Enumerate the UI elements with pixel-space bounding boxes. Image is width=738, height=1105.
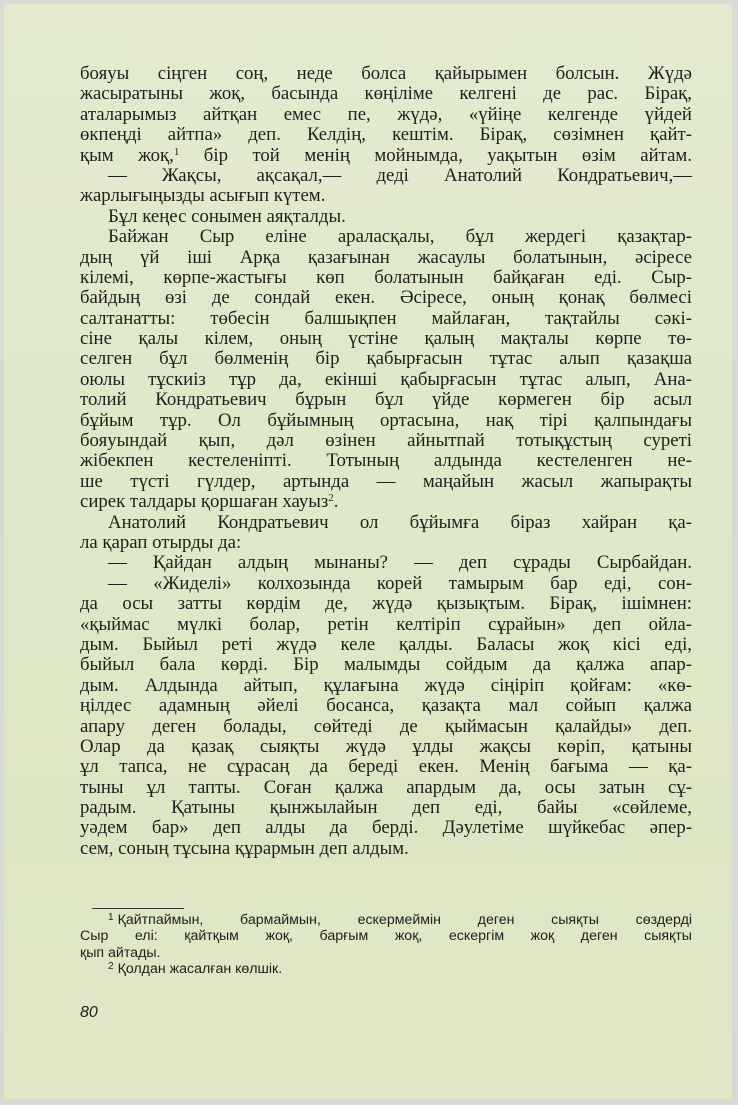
page-number: 80 xyxy=(80,1004,98,1021)
text-line-continuation: бір той менің мойнымда, уақытын өзім айтам. xyxy=(179,144,692,166)
text-line-content: кілемі, көрпе-жастығы көп болатынын байқаған еді. Сыр- xyxy=(80,266,692,288)
text-line-content: ше түсті гүлдер, артында — маңайын жасыл жапырақты xyxy=(80,470,692,492)
text-line-content: бұйым тұр. Ол бұйымның ортасына, нақ тірі қалпындағы xyxy=(80,409,692,431)
text-line xyxy=(80,533,692,553)
text-line xyxy=(80,818,692,838)
text-line xyxy=(80,615,692,635)
text-line xyxy=(80,370,692,390)
text-line-content: — Қайдан алдың мынаны? — деп сұрады Сырбайдан. xyxy=(108,552,692,574)
body-text xyxy=(80,64,692,859)
text-line-content: салтанатты: төбесін балшықпен майлаған, тақтайлы сәкі- xyxy=(80,307,692,329)
footnote-number: 1 xyxy=(108,912,114,923)
text-line-content: жасыратыны жоқ, басында көңіліме келгені де рас. Бірақ, xyxy=(80,83,692,105)
text-line-content: дым. Быйыл реті жүдә келе қалды. Баласы жоқ кісі еді, xyxy=(80,633,692,655)
text-line-content: «қыймас мүлкі болар, ретін келтіріп сұрайын» деп ойла- xyxy=(80,613,692,635)
footnote-line xyxy=(80,945,692,961)
text-line-content: ла қарап отырды да: xyxy=(80,531,242,553)
text-line xyxy=(80,105,692,125)
text-line-content: дым. Алдында айтып, құлағына жүдә сіңіріп қойғам: «кө- xyxy=(80,674,692,696)
text-line-content: Олар да қазақ сыяқты жүдә ұлды жақсы көріп, қатыны xyxy=(80,735,692,757)
text-line-content: апару деген болады, сөйтеді де қыймасын қалайды» деп. xyxy=(80,715,692,737)
text-line-content: Байжан Сыр еліне араласқалы, бұл жердегі қазақтар- xyxy=(108,226,692,248)
text-line-content: — «Жиделі» колхозында корей тамырым бар еді, сон- xyxy=(108,572,692,594)
text-line-content: жарлығыңызды асығып күтем. xyxy=(80,185,326,207)
footnote-line xyxy=(80,912,692,928)
footnotes xyxy=(80,912,692,978)
text-line-content: өкпеңді айтпа» деп. Келдің, кештім. Бірақ, сөзімнен қайт- xyxy=(80,124,692,146)
text-line-content: байдың өзі де сондай екен. Әсіресе, оның қонақ бөлмесі xyxy=(80,287,692,309)
text-line-content: Анатолий Кондратьевич ол бұйымға біраз хайран қа- xyxy=(108,511,692,533)
text-line xyxy=(80,472,692,492)
text-line xyxy=(80,798,692,818)
text-line xyxy=(80,146,692,166)
footnote-number: 2 xyxy=(108,961,114,973)
text-line xyxy=(80,553,692,573)
text-line-content: радым. Қатыны қынжылайын деп еді, байы «сөйлеме, xyxy=(80,797,692,819)
footnote-line xyxy=(80,928,692,944)
text-line xyxy=(80,431,692,451)
text-line-content: Бұл кеңес сонымен аяқталды. xyxy=(108,205,346,227)
footnote-text: Қайтпаймын, бармаймын, ескермеймін деген сыяқты сөздерді xyxy=(117,912,692,928)
text-line-content: толий Кондратьевич бұрын бұл үйде көрмеген бір асыл xyxy=(80,389,692,411)
text-line-content: аталарымыз айтқан емес пе, жүдә, «үйіңе келгенде үйдей xyxy=(80,103,692,125)
text-line-content: жібекпен кестеленіпті. Тотының алдында кестеленген не- xyxy=(80,450,692,472)
text-line xyxy=(80,227,692,247)
text-line-content: сіне қалы кілем, оның үстіне қалың мақталы көрпе тө- xyxy=(80,328,692,350)
text-line-content: да осы затты көрдім де, жүдә қызықтым. Бірақ, ішімнен: xyxy=(80,593,692,615)
text-line xyxy=(80,248,692,268)
text-line xyxy=(80,349,692,369)
text-line-content: ңілдес адамның әйелі босанса, қазақта мал сойып қалжа xyxy=(80,695,692,717)
text-line xyxy=(80,125,692,145)
text-line xyxy=(80,513,692,533)
text-line xyxy=(80,288,692,308)
footnote-text: Қолдан жасалған көлшік. xyxy=(117,961,283,978)
text-line xyxy=(80,309,692,329)
text-line-content: бояуы сіңген соң, неде болса қайырымен болсын. Жүдә xyxy=(80,63,692,84)
footnote-separator xyxy=(92,908,184,909)
text-line-content: бояуындай қып, дәл өзінен айнытпай тотықұстың суреті xyxy=(80,430,692,452)
footnote-line xyxy=(80,961,692,977)
text-line xyxy=(80,492,692,512)
text-line-continuation: . xyxy=(333,491,339,513)
text-line xyxy=(80,186,692,206)
text-line-content: сирек талдары қоршаған хауыз xyxy=(80,491,329,513)
footnote-text: Сыр елі: қайтқым жоқ, барғым жоқ, ескергім жоқ деген сыяқты xyxy=(80,928,692,945)
footnote-reference: 1 xyxy=(173,145,180,158)
text-line xyxy=(80,594,692,614)
text-line xyxy=(80,64,692,84)
text-line-content: дың үй іші Арқа қазағынан жасаулы болатынын, әсіресе xyxy=(80,246,692,268)
text-line xyxy=(80,166,692,186)
text-line xyxy=(80,737,692,757)
footnote-reference: 2 xyxy=(328,492,334,505)
text-line xyxy=(80,207,692,227)
text-line xyxy=(80,757,692,777)
text-line xyxy=(80,268,692,288)
text-line-content: уәдем бар» деп алды да берді. Дәулетіме шүйкебас әпер- xyxy=(80,817,692,839)
text-line-content: ұл тапса, не сұрасаң да береді екен. Менің бағыма — қа- xyxy=(80,756,692,778)
text-line xyxy=(80,451,692,471)
text-line xyxy=(80,778,692,798)
text-line-content: — Жақсы, ақсақал,— деді Анатолий Кондратьевич,— xyxy=(108,164,692,186)
text-line xyxy=(80,655,692,675)
text-line-content: оюлы тұскиіз тұр да, екінші қабырғасын тұтас алып, Ана- xyxy=(80,368,692,390)
text-line xyxy=(80,84,692,104)
text-line-content: тыны ұл тапты. Соған қалжа апардым да, осы затын сұ- xyxy=(80,776,692,798)
text-line-content: қым жоқ, xyxy=(80,144,174,166)
text-line xyxy=(80,390,692,410)
text-line xyxy=(80,411,692,431)
text-line xyxy=(80,839,692,859)
text-line-content: быйыл бала көрді. Бір малымды сойдым да қалжа апар- xyxy=(80,654,692,676)
footnote-text: қып айтады. xyxy=(80,944,161,961)
text-line xyxy=(80,329,692,349)
book-page xyxy=(4,4,732,1099)
text-line xyxy=(80,696,692,716)
text-line-content: селген бұл бөлменің бір қабырғасын тұтас алып қазақша xyxy=(80,348,692,370)
text-line xyxy=(80,717,692,737)
text-line xyxy=(80,574,692,594)
text-line xyxy=(80,676,692,696)
text-line-content: сем, соның тұсына құрармын деп алдым. xyxy=(80,837,409,859)
text-line xyxy=(80,635,692,655)
